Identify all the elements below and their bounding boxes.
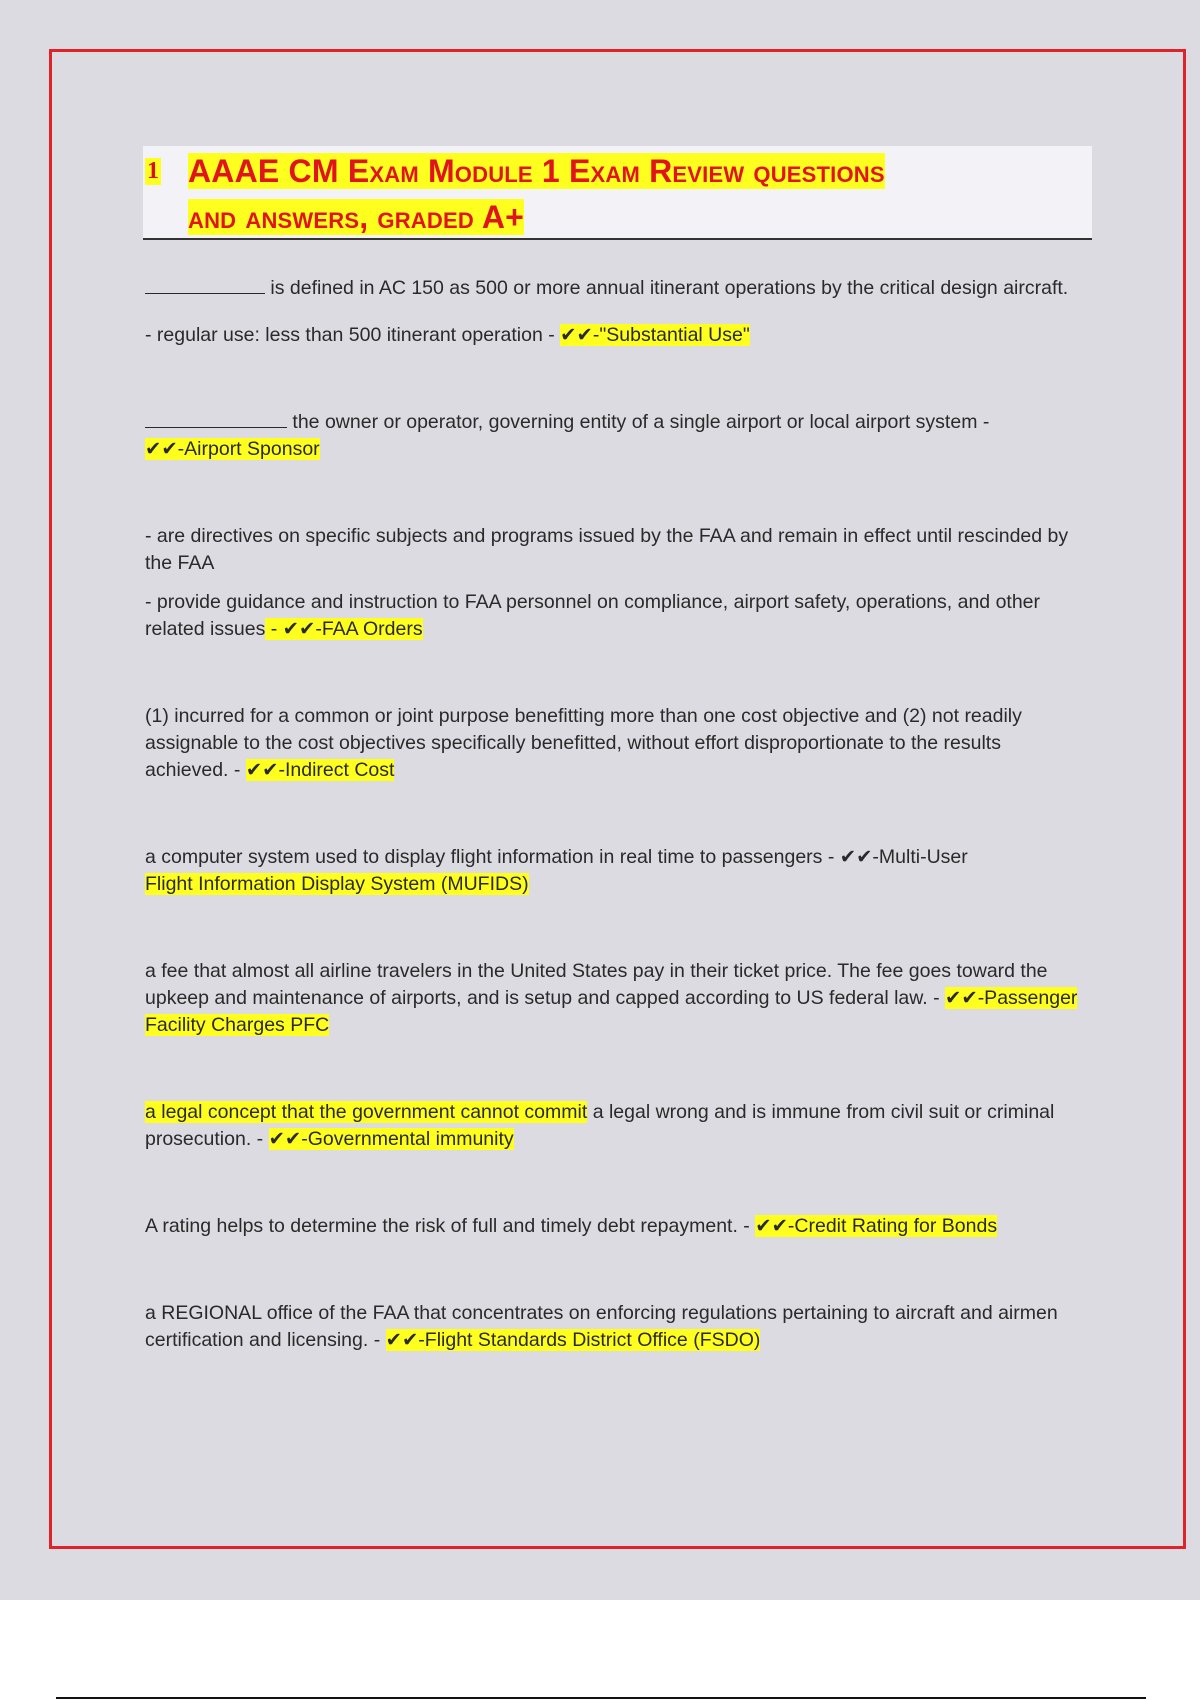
qa-item-7 bbox=[145, 1099, 1085, 1153]
qa-item-6 bbox=[145, 958, 1085, 1039]
page-title bbox=[188, 148, 1048, 240]
answer-text: ✔✔-"Substantial Use" bbox=[560, 324, 750, 346]
qa-item-8 bbox=[145, 1213, 1085, 1240]
answer-text: - ✔✔-FAA Orders bbox=[265, 618, 423, 640]
page-title-line-2: and answers, graded A+ bbox=[188, 199, 525, 235]
answer-text: ✔✔-Passenger Facility Charges PFC bbox=[145, 987, 1078, 1036]
qa-item-2 bbox=[145, 409, 1085, 463]
answer-text: ✔✔-Credit Rating for Bonds bbox=[755, 1215, 998, 1237]
answer-text: ✔✔-Indirect Cost bbox=[245, 759, 395, 781]
fill-in-blank bbox=[145, 275, 265, 294]
qa-item-9 bbox=[145, 1300, 1085, 1354]
answer-text: ✔✔-Airport Sponsor bbox=[145, 438, 320, 460]
fill-in-blank bbox=[145, 409, 287, 428]
question-highlight: a legal concept that the government cannot commit bbox=[145, 1101, 588, 1123]
question-text: A rating helps to determine the risk of full and timely debt repayment. - bbox=[145, 1215, 750, 1237]
qa-item-3 bbox=[145, 523, 1085, 643]
question-text: a REGIONAL office of the FAA that concentrates on enforcing regulations pertaining to aircraft and airmen certification and licensing. - bbox=[145, 1302, 1058, 1351]
question-text: a legal wrong and is immune from civil suit or criminal prosecution. - bbox=[145, 1101, 1055, 1150]
answer-text: ✔✔-Governmental immunity bbox=[268, 1128, 514, 1150]
answer-text: Flight Information Display System (MUFIDS) bbox=[145, 873, 529, 895]
question-text: is defined in AC 150 as 500 or more annual itinerant operations by the critical design aircraft. bbox=[270, 277, 1069, 299]
page-title-line-1: AAAE CM Exam Module 1 Exam Review questions bbox=[188, 153, 885, 189]
qa-content bbox=[145, 275, 1085, 1354]
heading-number: 1 bbox=[147, 158, 159, 184]
question-text: the owner or operator, governing entity of a single airport or local airport system - bbox=[292, 411, 990, 433]
sub-text: - regular use: less than 500 itinerant operation - bbox=[145, 324, 555, 346]
answer-text: ✔✔-Flight Standards District Office (FSDO) bbox=[385, 1329, 761, 1351]
question-text: (1) incurred for a common or joint purpose benefitting more than one cost objective and (2) not readily assignable to the cost objectives specifically benefitted, without effort disproportionate to the results achieved. - bbox=[145, 705, 1022, 781]
question-text: a computer system used to display flight information in real time to passengers - ✔✔-Multi-User bbox=[145, 846, 968, 868]
qa-item-5 bbox=[145, 844, 1085, 898]
footer-rule bbox=[56, 1697, 1146, 1699]
question-text: a fee that almost all airline travelers in the United States pay in their ticket price. The fee goes toward the upkeep and maintenance of airports, and is setup and capped according to US federal law. - bbox=[145, 960, 1048, 1009]
qa-item-4 bbox=[145, 703, 1085, 784]
qa-item-1 bbox=[145, 275, 1085, 349]
sub-text: - provide guidance and instruction to FAA personnel on compliance, airport safety, operations, and other related issues bbox=[145, 591, 1041, 640]
question-text: - are directives on specific subjects and programs issued by the FAA and remain in effect until rescinded by the FAA bbox=[145, 525, 1069, 574]
